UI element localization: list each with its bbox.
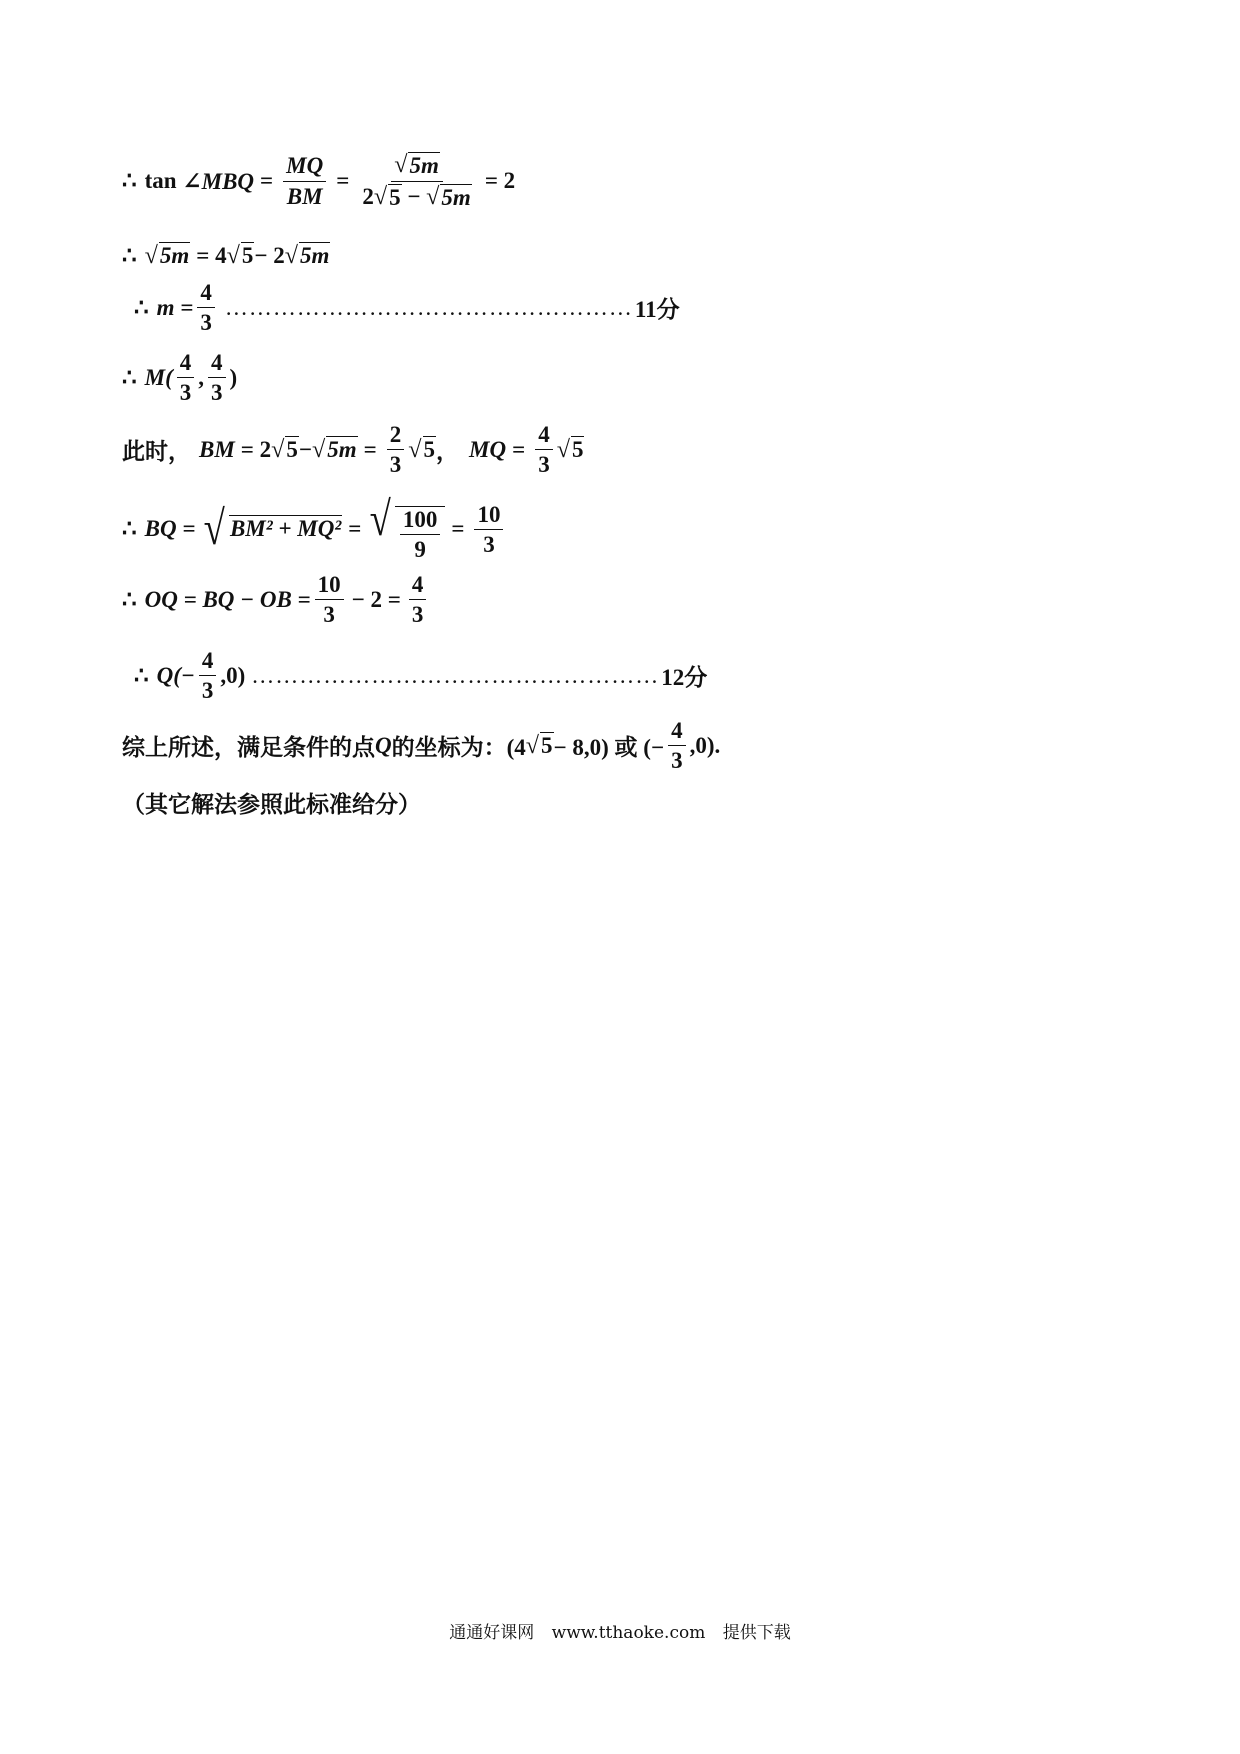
conclusion: 综上所述，满足条件的点 Q 的坐标为：(4 √ 5 − 8,0) 或 (− $\frac{4}{3}$ ,0). bbox=[122, 718, 721, 774]
footer-credit bbox=[0, 1618, 1240, 1643]
fraction: $\frac{MQ}{BM}$ bbox=[283, 153, 326, 209]
equation-m-value: ∴ m = $\frac{4}{3}$ …………………………………………… 11分 bbox=[134, 280, 680, 336]
grading-note: （其它解法参照此标准给分） bbox=[122, 792, 421, 817]
equation-oq: ∴ OQ = BQ − OB = $\frac{10}{3}$ − 2 = $\frac{4}{3}$ bbox=[122, 572, 430, 628]
score-mark: 12分 bbox=[661, 665, 708, 691]
fraction: √ 5m 2 √ 5 − √ 5m bbox=[362, 151, 471, 210]
equation-tan: ∴ tan ∠MBQ = $\frac{MQ}{BM}$ = √ 5m 2 √ 5 − √ 5m = 2 bbox=[122, 151, 516, 210]
footer-site-name: 通通好课网 bbox=[449, 1623, 535, 1643]
equation-bm-mq: 此时， BM = 2 √ 5 − √ 5m = $\frac{2}{3}$ √ 5 ， MQ = $\frac{4}{3}$ √ 5 bbox=[122, 422, 584, 478]
score-mark: 11分 bbox=[634, 297, 680, 323]
equation-bq: ∴ BQ = √ BM² + MQ² = √ $\frac{100}{9}$ = $\frac{10}{3}$ bbox=[122, 496, 507, 563]
point-q: ∴ Q(− $\frac{4}{3}$ ,0) …………………………………………… 12分 bbox=[134, 648, 708, 704]
point-m: ∴ M( $\frac{4}{3}$ , $\frac{4}{3}$ ) bbox=[122, 350, 238, 406]
footer-url[interactable]: www.tthaoke.com bbox=[551, 1623, 706, 1643]
fraction: $\frac{4}{3}$ bbox=[197, 280, 215, 336]
footer-suffix: 提供下载 bbox=[722, 1623, 791, 1643]
equation-sqrt5m: ∴ √ 5m = 4 √ 5 − 2 √ 5m bbox=[122, 242, 330, 269]
